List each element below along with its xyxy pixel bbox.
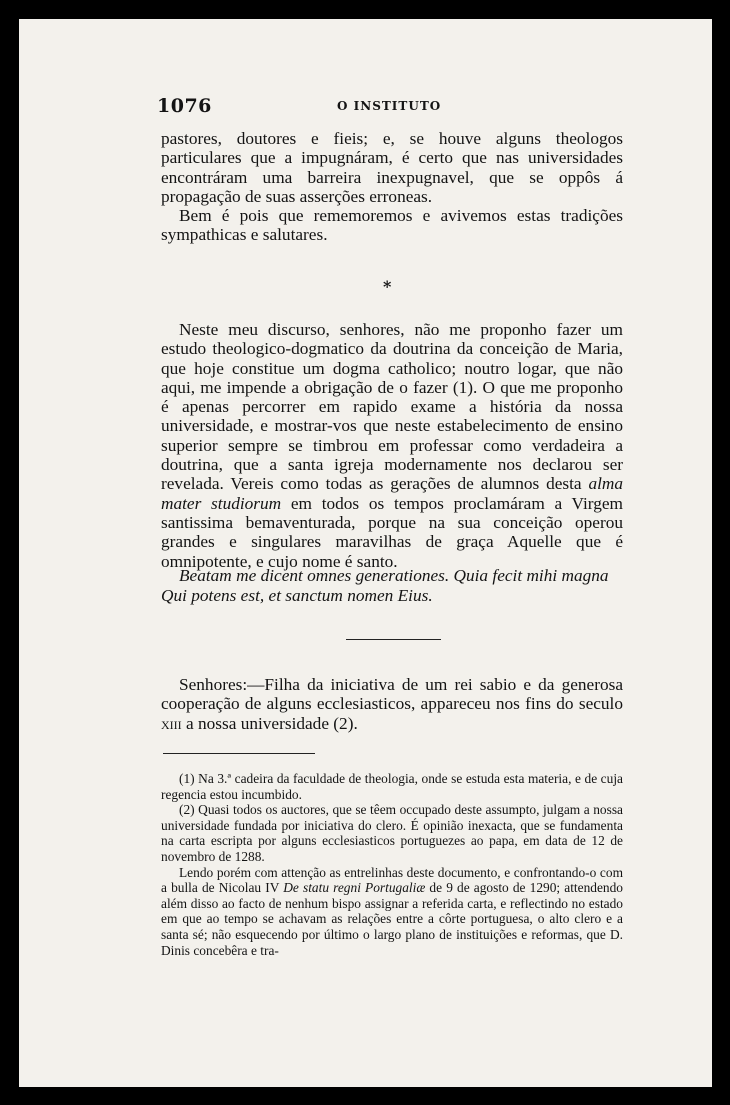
body-section-2 — [161, 320, 623, 571]
body-section-3 — [161, 675, 623, 733]
footnotes — [161, 771, 623, 958]
section-separator-star: * — [383, 277, 392, 296]
latin-phrase: alma mater studiorum — [161, 474, 623, 513]
quote-line: Qui potens est, et sanctum nomen Eius. — [161, 586, 433, 605]
footnote: (2) Quasi todos os auctores, que se têem occupado deste assumpto, julgam a nossa universidade fundada por iniciativa do clero. É opinião inexacta, que se fundamenta na carta escripta por alguns ecclesiasticos portuguezes ao papa, em data de 12 de novembro de 1288. — [161, 802, 623, 864]
paragraph-text: em todos os tempos proclamáram a Virgem santissima bemaventurada, porque na sua conceição operou grandes e singulares maravilhas de graça Aquelle que é omnipotente, e cujo nome é santo. — [161, 493, 623, 571]
paragraph-text: Neste meu discurso, senhores, não me proponho fazer um estudo theologico-dogmatico da doutrina da conceição de Maria, que hoje constitue um dogma catholico; noutro logar, que não aqui, me impende a obrigação de o fazer (1). O que me proponho é apenas percorrer em rapido exame a história da nossa universidade, e mostrar-vos que neste estabelecimento de ensino superior sempre se timbrou em professar como verdadeira a doutrina, que a santa igreja modernamente nos declarou ser revelada. Vereis como todas as gerações de alumnos desta — [161, 320, 623, 494]
body-section-1 — [161, 129, 623, 245]
paragraph: Bem é pois que rememoremos e avivemos estas tradições sympathicas e salutares. — [161, 206, 623, 245]
footnote: (1) Na 3.ª cadeira da faculdade de theologia, onde se estuda esta materia, e de cuja regencia estou incumbido. — [161, 771, 623, 802]
running-title: O INSTITUTO — [337, 99, 442, 113]
quote-line: Beatam me dicent omnes generationes. Quia fecit mihi magna — [179, 566, 609, 585]
paragraph: pastores, doutores e fieis; e, se houve alguns theologos particulares que a impugnáram, é certo que nas universidades encontráram uma barreira inexpugnavel, que se oppôs á propagação de suas asserções erroneas. — [161, 129, 623, 206]
footnote-divider — [163, 753, 315, 754]
paragraph — [161, 320, 623, 571]
paragraph-text: a nossa universidade (2). — [181, 713, 358, 733]
section-divider — [346, 639, 441, 640]
footnote-text: Lendo porém com attenção as entrelinhas deste documento, e confrontando-o com a bulla de Nicolau IV — [161, 864, 623, 896]
footnote — [161, 865, 623, 959]
latin-quote — [161, 566, 623, 606]
book-page — [19, 19, 712, 1087]
century-numeral: xiii — [161, 713, 182, 733]
paragraph-text: Senhores:—Filha da iniciativa de um rei sabio e da generosa cooperação de alguns ecclesiasticos, appareceu nos fins do seculo — [161, 675, 623, 714]
footnote-text: de 9 de agosto de 1290; attendendo além disso ao facto de nenhum bispo assignar a referida carta, e reflectindo no estado em que ao tempo se achavam as relações entre a côrte portuguesa, o alto clero e a santa sé; não esquecendo por último o largo plano de instituições e reformas, que D. Dinis concebêra e tra- — [161, 880, 623, 958]
paragraph — [161, 675, 623, 733]
page-number: 1076 — [157, 95, 212, 117]
bulla-title: De statu regni Portugaliæ — [283, 880, 426, 896]
page-header — [157, 95, 627, 119]
